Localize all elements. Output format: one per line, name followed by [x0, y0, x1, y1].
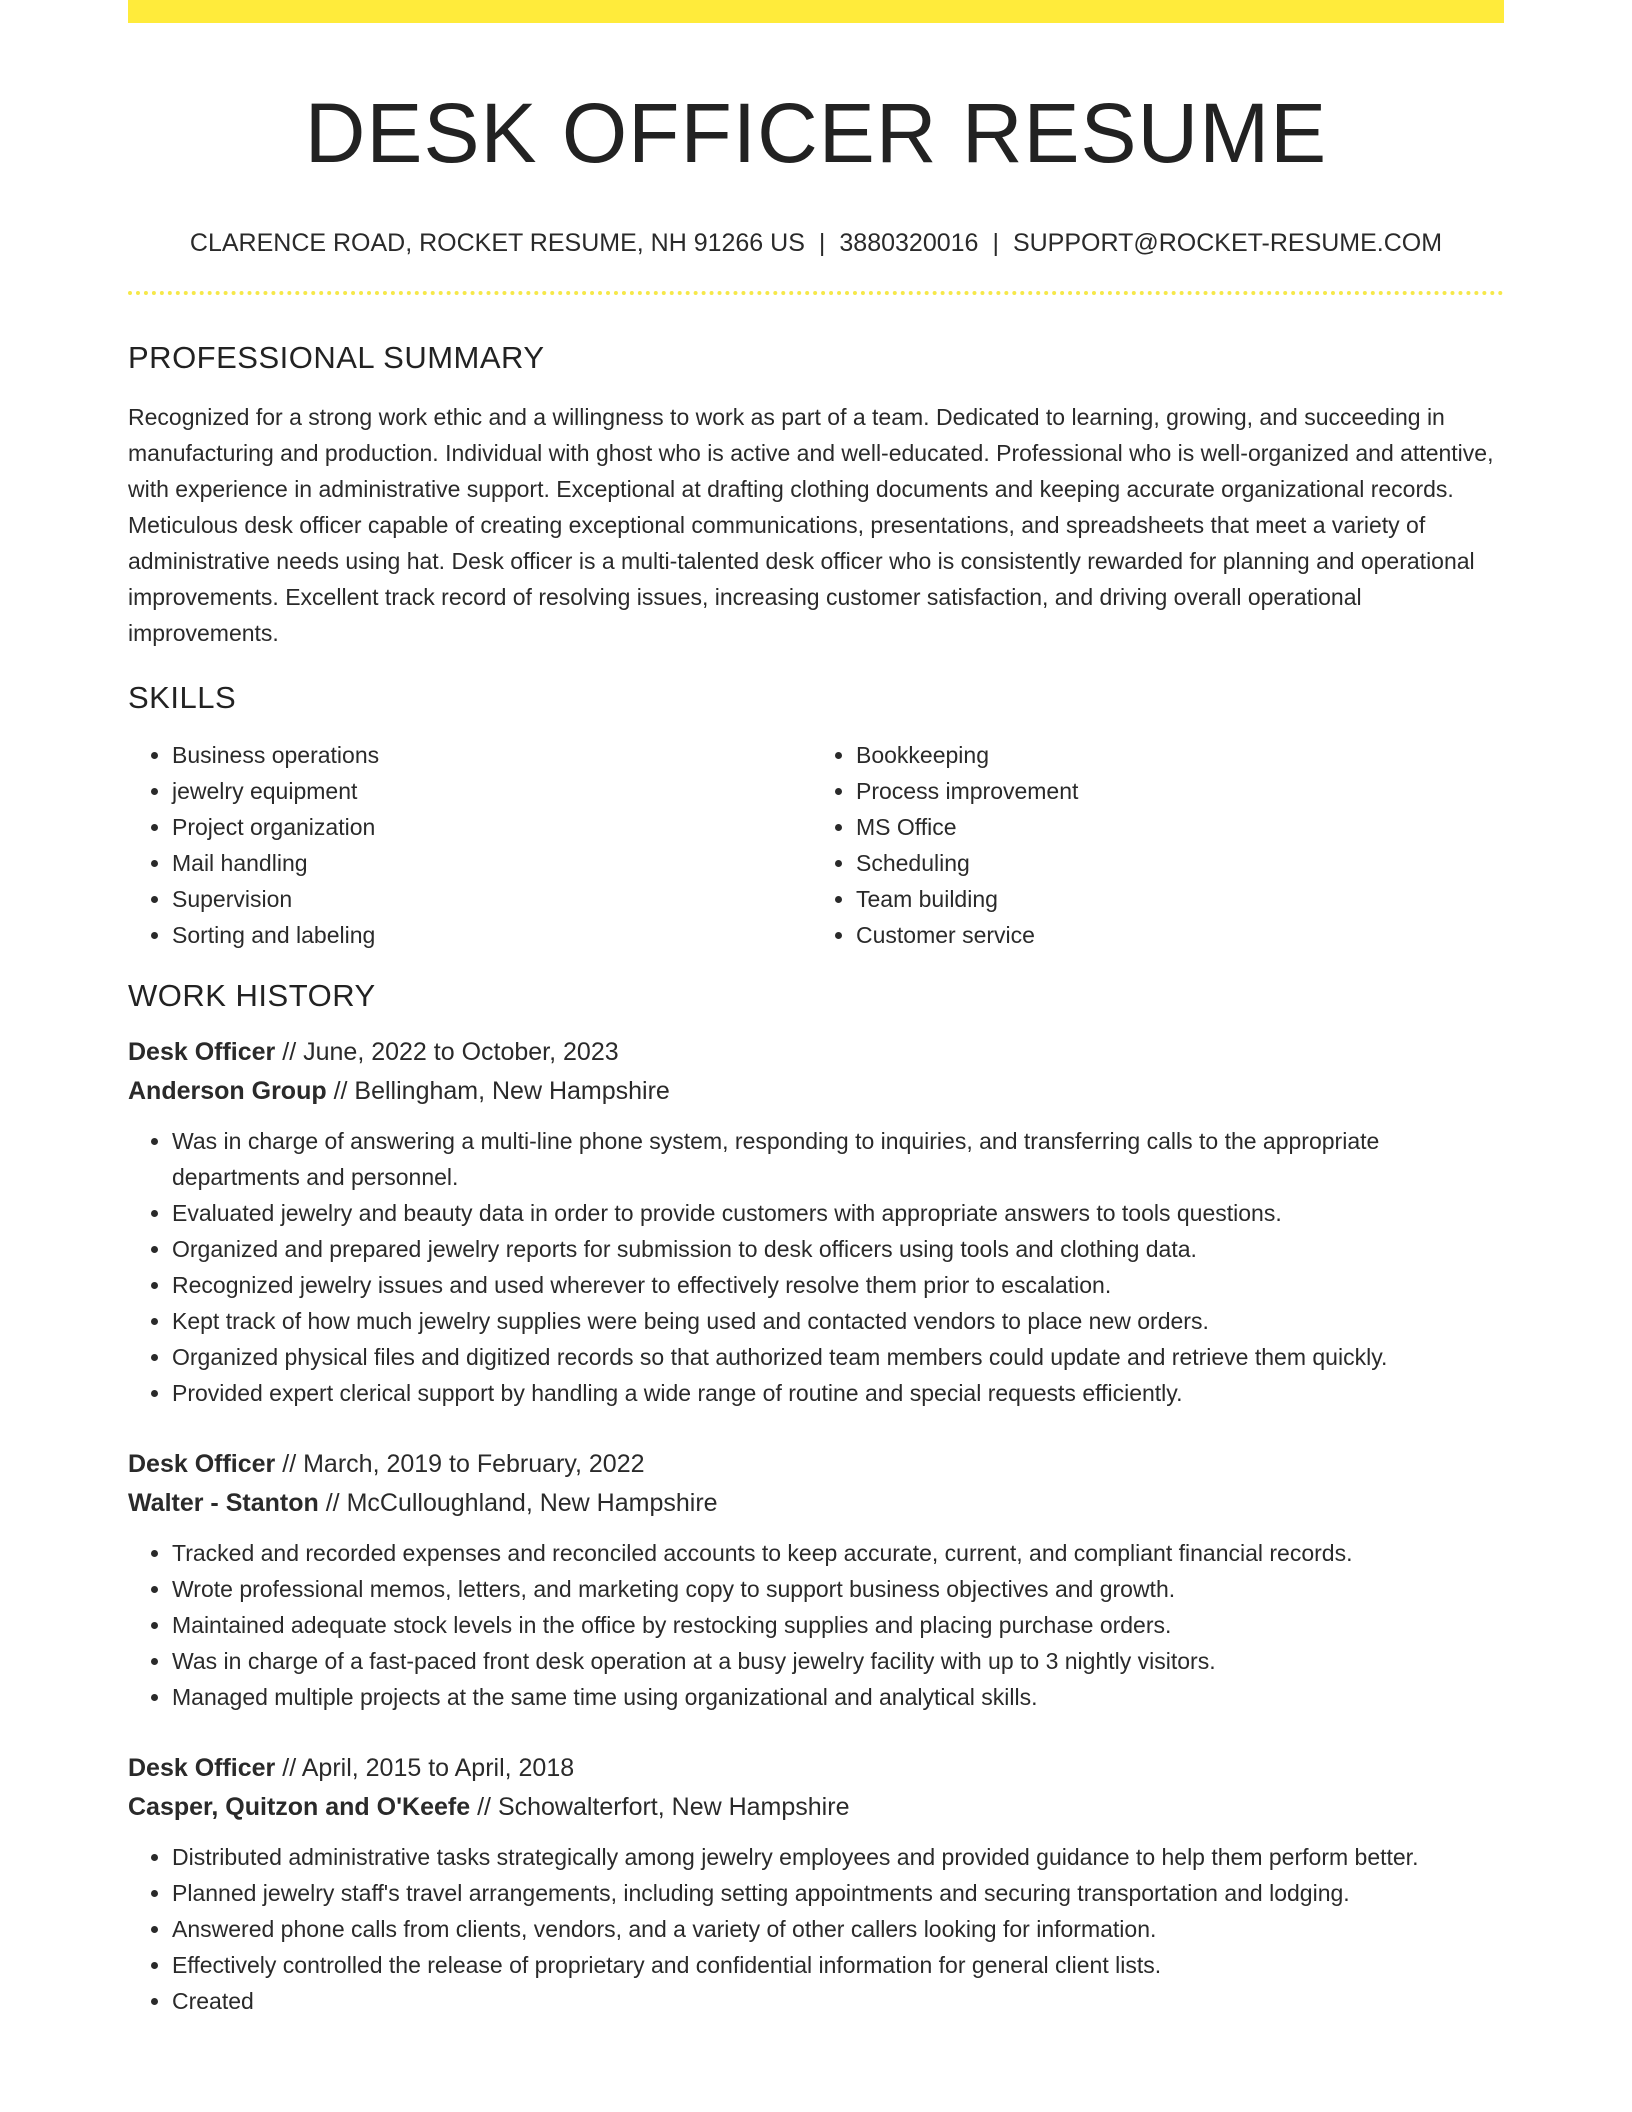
job-dates: June, 2022 to October, 2023 [303, 1038, 619, 1066]
skills-column-right [806, 737, 1490, 953]
skills-list [128, 737, 1504, 953]
summary-heading: PROFESSIONAL SUMMARY [128, 340, 545, 375]
job-divider: // [282, 1450, 297, 1478]
dotted-divider [128, 291, 1504, 295]
contact-email: SUPPORT@ROCKET-RESUME.COM [1012, 229, 1443, 257]
job-role: Desk Officer [128, 1038, 276, 1066]
job-bullet: • Wrote professional memos, letters, and marketing copy to support business objectives and growth. [172, 1571, 1504, 1607]
job-company: Anderson Group [128, 1077, 327, 1105]
job-location: Bellingham, New Hampshire [354, 1077, 670, 1105]
job-divider: // [477, 1793, 491, 1821]
skill-item: • Customer service [856, 917, 1490, 953]
job-divider: // [333, 1077, 348, 1105]
job-bullet: • Tracked and recorded expenses and reconciled accounts to keep accurate, current, and compliant financial records. [172, 1535, 1504, 1571]
job-bullet: • Organized physical files and digitized records so that authorized team members could update and retrieve them quickly. [172, 1339, 1504, 1375]
job-bullet: • Organized and prepared jewelry reports for submission to desk officers using tools and clothing data. [172, 1231, 1504, 1267]
job-bullet: • Created [172, 1983, 1504, 2019]
skill-item: • Business operations [172, 737, 806, 773]
job-company-line [128, 1072, 1504, 1111]
skills-heading: SKILLS [128, 680, 237, 715]
job-company: Walter - Stanton [128, 1489, 319, 1517]
skill-item: • Project organization [172, 809, 806, 845]
job-entry [128, 1749, 1504, 2019]
job-company: Casper, Quitzon and O'Keefe [128, 1793, 471, 1821]
job-entry [128, 1445, 1504, 1715]
contact-phone: 3880320016 [839, 229, 979, 257]
skill-item: • MS Office [856, 809, 1490, 845]
skill-item: • Team building [856, 881, 1490, 917]
job-bullet: • Planned jewelry staff's travel arrangements, including setting appointments and securing transportation and lodging. [172, 1875, 1504, 1911]
job-role-line [128, 1445, 1504, 1484]
skill-item: • Process improvement [856, 773, 1490, 809]
job-bullet: • Answered phone calls from clients, vendors, and a variety of other callers looking for information. [172, 1911, 1504, 1947]
job-dates: April, 2015 to April, 2018 [301, 1754, 575, 1782]
job-bullet: • Was in charge of answering a multi-line phone system, responding to inquiries, and transferring calls to the appropriate departments and personnel. [172, 1123, 1504, 1195]
skill-item: • Bookkeeping [856, 737, 1490, 773]
job-role: Desk Officer [128, 1450, 276, 1478]
resume-title: DESK OFFICER RESUME [304, 86, 1328, 180]
job-bullet: • Managed multiple projects at the same time using organizational and analytical skills. [172, 1679, 1504, 1715]
job-entry [128, 1033, 1504, 1411]
job-bullet: • Provided expert clerical support by handling a wide range of routine and special requests efficiently. [172, 1375, 1504, 1411]
contact-separator: | [992, 229, 999, 257]
job-bullet: • Distributed administrative tasks strategically among jewelry employees and provided guidance to help them perform better. [172, 1839, 1504, 1875]
job-company-line [128, 1788, 1504, 1827]
job-bullet: • Effectively controlled the release of proprietary and confidential information for general client lists. [172, 1947, 1504, 1983]
job-location: Schowalterfort, New Hampshire [497, 1793, 850, 1821]
job-location: McCulloughland, New Hampshire [346, 1489, 718, 1517]
job-bullet: • Recognized jewelry issues and used wherever to effectively resolve them prior to escalation. [172, 1267, 1504, 1303]
job-role-line [128, 1033, 1504, 1072]
job-bullet: • Evaluated jewelry and beauty data in order to provide customers with appropriate answers to tools questions. [172, 1195, 1504, 1231]
skill-item: • Supervision [172, 881, 806, 917]
skill-item: • Scheduling [856, 845, 1490, 881]
job-bullet: • Kept track of how much jewelry supplies were being used and contacted vendors to place new orders. [172, 1303, 1504, 1339]
job-bullets [128, 1839, 1504, 2019]
job-company-line [128, 1484, 1504, 1523]
work-history-heading: WORK HISTORY [128, 978, 376, 1013]
skill-item: • Mail handling [172, 845, 806, 881]
job-divider: // [282, 1754, 297, 1782]
job-bullets [128, 1535, 1504, 1715]
job-role: Desk Officer [128, 1754, 276, 1782]
accent-bar [128, 0, 1504, 23]
job-bullet: • Maintained adequate stock levels in the office by restocking supplies and placing purchase orders. [172, 1607, 1504, 1643]
resume-page [128, 0, 1504, 2019]
contact-line [128, 227, 1504, 259]
job-dates: March, 2019 to February, 2022 [303, 1450, 645, 1478]
contact-separator: | [818, 229, 826, 257]
contact-address: CLARENCE ROAD, ROCKET RESUME, NH 91266 US [189, 229, 805, 257]
job-role-line [128, 1749, 1504, 1788]
job-bullet: • Was in charge of a fast-paced front desk operation at a busy jewelry facility with up to 3 nightly visitors. [172, 1643, 1504, 1679]
job-divider: // [282, 1038, 297, 1066]
summary-text: Recognized for a strong work ethic and a willingness to work as part of a team. Dedicated to learning, growing, and succeeding in manufacturing and production. Individual with ghost who is active and well-educated. Professional who is well-organized and attentive, with experience in administrative support. Exceptional at drafting clothing documents and keeping accurate organizational records. Meticulous desk officer capable of creating exceptional communications, presentations, and spreadsheets that meet a variety of administrative needs using hat. Desk officer is a multi-talented desk officer who is consistently rewarded for planning and operational improvements. Excellent track record of resolving issues, increasing customer satisfaction, and driving overall operational improvements. [128, 404, 1494, 646]
job-divider: // [325, 1489, 340, 1517]
skill-item: • jewelry equipment [172, 773, 806, 809]
job-bullets [128, 1123, 1504, 1411]
skills-column-left [128, 737, 806, 953]
skill-item: • Sorting and labeling [172, 917, 806, 953]
